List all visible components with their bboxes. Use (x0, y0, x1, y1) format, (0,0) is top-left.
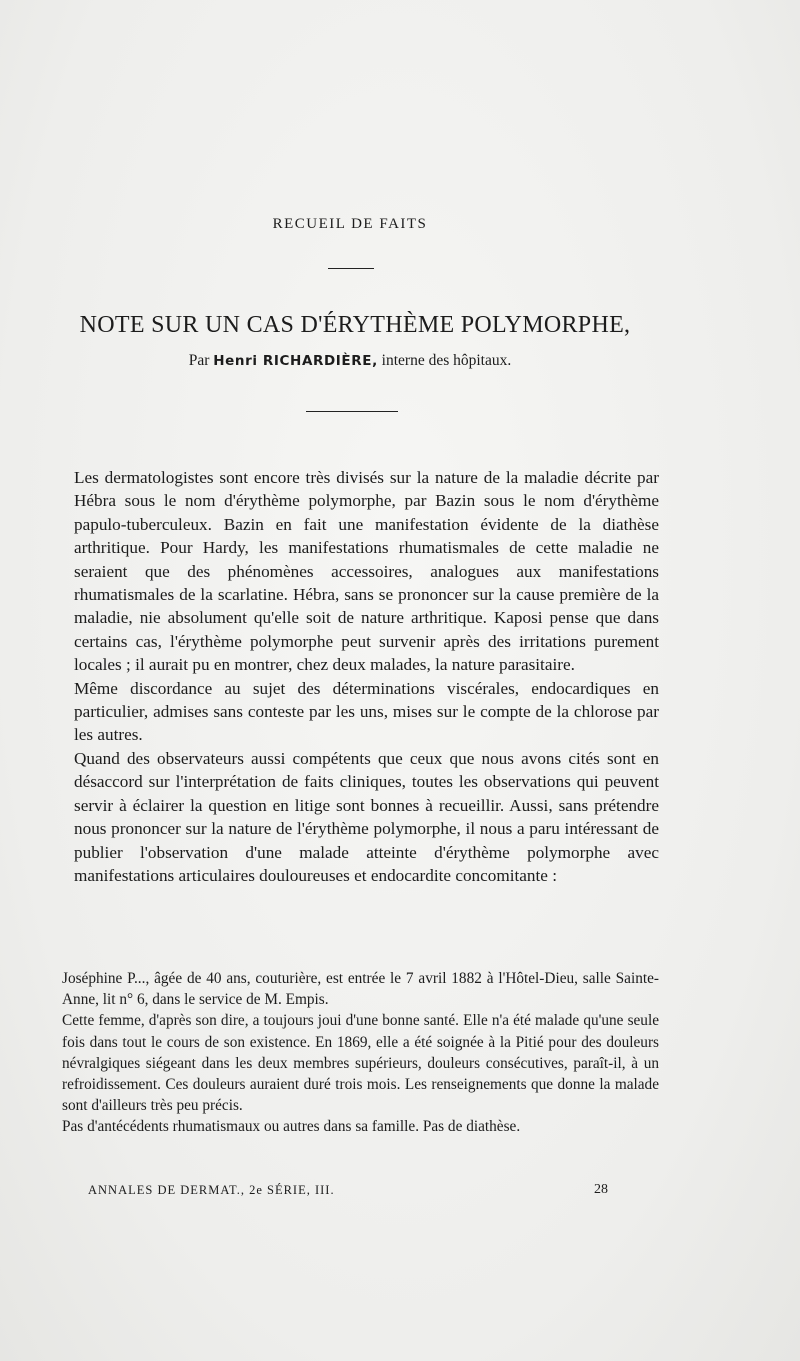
paragraph: Même discordance au sujet des déterminations viscérales, endocardiques en particulier, admises sans conteste par les uns, mises sur le compte de la chlorose par les autres. (74, 678, 659, 745)
observation-paragraph: Pas d'antécédents rhumatismaux ou autres dans sa famille. Pas de diathèse. (62, 1118, 521, 1136)
byline (0, 352, 700, 370)
paragraph: Quand des observateurs aussi compétents que ceux que nous avons cités sont en désaccord sur l'interprétation de faits cliniques, toutes les observations qui peuvent servir à éclairer la question en litige sont bonnes à recueillir. Aussi, sans prétendre nous prononcer sur la nature de l'érythème polymorphe, il nous a paru intéressant de publier l'observation d'une malade atteinte d'érythème polymorphe avec manifestations articulaires douloureuses et endocardite concomitante : (74, 748, 659, 885)
observation-paragraph: Joséphine P..., âgée de 40 ans, couturière, est entrée le 7 avril 1882 à l'Hôtel-Dieu, salle Sainte-Anne, lit n° 6, dans le service de M. Empis. (62, 970, 659, 1009)
byline-suffix: interne des hôpitaux. (381, 352, 512, 369)
article-title: NOTE SUR UN CAS D'ÉRYTHÈME POLYMORPHE, (79, 312, 631, 338)
page-number: 28 (594, 1182, 608, 1197)
page-footer (88, 1183, 608, 1198)
article-body (74, 466, 659, 887)
section-heading: RECUEIL DE FAITS (272, 216, 428, 232)
divider-top (328, 268, 374, 269)
journal-reference: ANNALES DE DERMAT., 2e SÉRIE, III. (88, 1183, 335, 1197)
divider-bottom (306, 411, 398, 412)
author-name: Henri RICHARDIÈRE, (213, 353, 378, 369)
byline-prefix: Par (188, 352, 210, 369)
observation-paragraph: Cette femme, d'après son dire, a toujours joui d'une bonne santé. Elle n'a été malade qu'une seule fois dans tout le cours de son existence. En 1869, elle a été soignée à la Pitié pour des douleurs névralgiques siégeant dans les deux membres supérieurs, douleurs consécutives, paraît-il, à un refroidissement. Ces douleurs auraient duré trois mois. Les renseignements que donne la malade sont d'ailleurs très peu précis. (62, 1012, 659, 1115)
paragraph: Les dermatologistes sont encore très divisés sur la nature de la maladie décrite par Hébra sous le nom d'érythème polymorphe, par Bazin sous le nom d'érythème papulo-tuberculeux. Bazin en fait une manifestation évidente de la diathèse arthritique. Pour Hardy, les manifestations rhumatismales de cette maladie ne seraient que des phénomènes accessoires, analogues aux manifestations rhumatismales de la scarlatine. Hébra, sans se prononcer sur la cause première de la maladie, nie absolument qu'elle soit de nature arthritique. Kaposi pense que dans certains cas, l'érythème polymorphe peut survenir après des irritations purement locales ; il aurait pu en montrer, chez deux malades, la nature parasitaire. (74, 468, 659, 675)
observation-text (62, 968, 659, 1138)
